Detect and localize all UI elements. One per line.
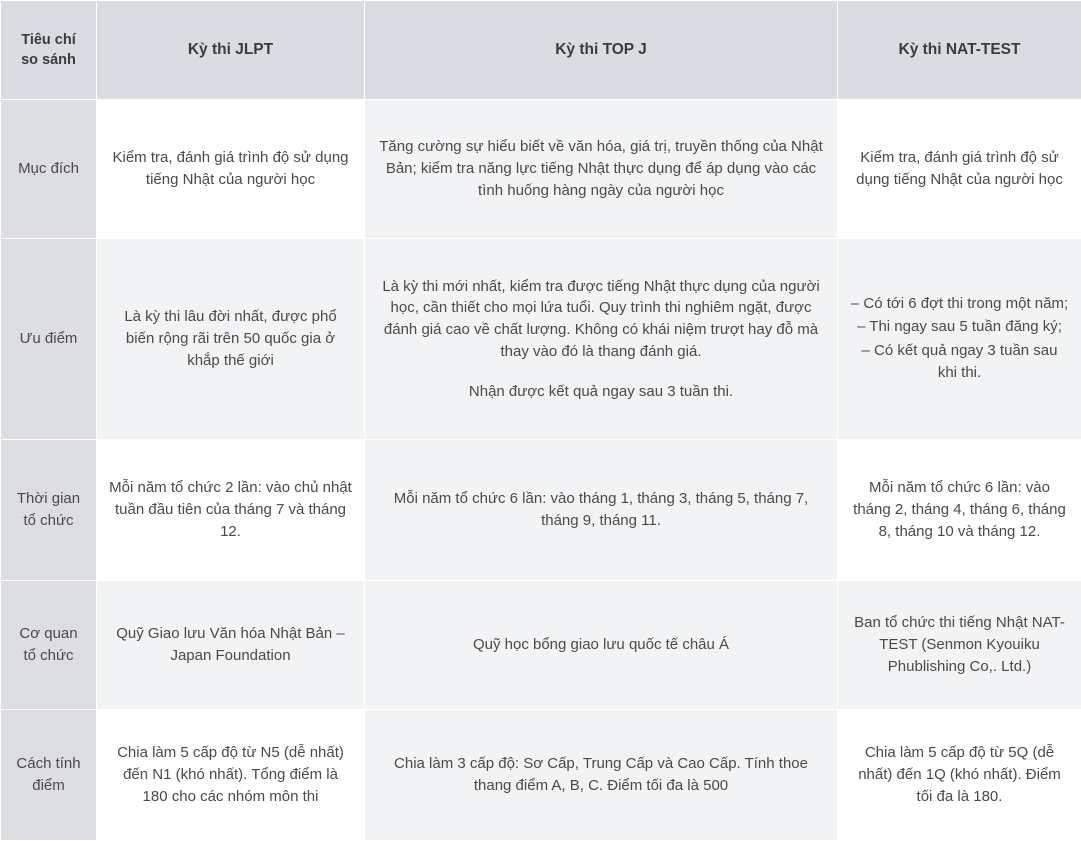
table-row [1, 239, 1081, 440]
list-item: – Có tới 6 đợt thi trong một năm; [850, 293, 1069, 315]
cell-purpose-nattest: Kiểm tra, đánh giá trình độ sử dụng tiếng Nhật của người học [838, 100, 1081, 239]
row-label-purpose: Mục đích [1, 100, 97, 239]
cell-scoring-jlpt: Chia làm 5 cấp độ từ N5 (dễ nhất) đến N1 (khó nhất). Tổng điểm là 180 cho các nhóm môn thi [97, 710, 365, 841]
advantages-topj-paragraph-2: Nhận được kết quả ngay sau 3 tuần thi. [377, 381, 825, 403]
column-header-topj: Kỳ thi TOP J [365, 1, 838, 100]
table-row [1, 440, 1081, 581]
cell-advantages-nattest [838, 239, 1081, 440]
column-header-criteria: Tiêu chí so sánh [1, 1, 97, 100]
table-row [1, 710, 1081, 841]
cell-purpose-jlpt: Kiểm tra, đánh giá trình độ sử dụng tiếng Nhật của người học [97, 100, 365, 239]
advantages-nattest-list [850, 293, 1069, 384]
list-item: – Thi ngay sau 5 tuần đăng ký; [850, 316, 1069, 338]
row-label-organizer: Cơ quan tổ chức [1, 581, 97, 710]
cell-scoring-nattest: Chia làm 5 cấp độ từ 5Q (dễ nhất) đến 1Q (khó nhất). Điểm tối đa là 180. [838, 710, 1081, 841]
cell-organizer-topj: Quỹ học bổng giao lưu quốc tế châu Á [365, 581, 838, 710]
table-row [1, 581, 1081, 710]
table-row [1, 100, 1081, 239]
cell-schedule-nattest: Mỗi năm tổ chức 6 lần: vào tháng 2, tháng 4, tháng 6, tháng 8, tháng 10 và tháng 12. [838, 440, 1081, 581]
table-header-row [1, 1, 1081, 100]
column-header-jlpt: Kỳ thi JLPT [97, 1, 365, 100]
cell-organizer-nattest: Ban tổ chức thi tiếng Nhật NAT-TEST (Senmon Kyouiku Phublishing Co,. Ltd.) [838, 581, 1081, 710]
cell-schedule-topj: Mỗi năm tổ chức 6 lần: vào tháng 1, tháng 3, tháng 5, tháng 7, tháng 9, tháng 11. [365, 440, 838, 581]
cell-schedule-jlpt: Mỗi năm tổ chức 2 lần: vào chủ nhật tuần đầu tiên của tháng 7 và tháng 12. [97, 440, 365, 581]
cell-scoring-topj: Chia làm 3 cấp độ: Sơ Cấp, Trung Cấp và Cao Cấp. Tính thoe thang điểm A, B, C. Điểm tối đa là 500 [365, 710, 838, 841]
cell-organizer-jlpt: Quỹ Giao lưu Văn hóa Nhật Bản – Japan Foundation [97, 581, 365, 710]
cell-advantages-topj [365, 239, 838, 440]
row-label-schedule: Thời gian tổ chức [1, 440, 97, 581]
column-header-nattest: Kỳ thi NAT-TEST [838, 1, 1081, 100]
row-label-scoring: Cách tính điểm [1, 710, 97, 841]
cell-advantages-jlpt: Là kỳ thi lâu đời nhất, được phổ biến rộng rãi trên 50 quốc gia ở khắp thế giới [97, 239, 365, 440]
list-item: – Có kết quả ngay 3 tuần sau khi thi. [850, 340, 1069, 384]
row-label-advantages: Ưu điểm [1, 239, 97, 440]
advantages-topj-paragraph-1: Là kỳ thi mới nhất, kiểm tra được tiếng Nhật thực dụng của người học, cần thiết cho mọi lứa tuổi. Quy trình thi nghiêm ngặt, được đánh giá cao về chất lượng. Không có khái niệm trượt hay đỗ mà thay vào đó là thang đánh giá. [377, 276, 825, 363]
cell-purpose-topj: Tăng cường sự hiểu biết về văn hóa, giá trị, truyền thống của Nhật Bản; kiểm tra năng lực tiếng Nhật thực dụng để áp dụng vào các tình huống hàng ngày của người học [365, 100, 838, 239]
